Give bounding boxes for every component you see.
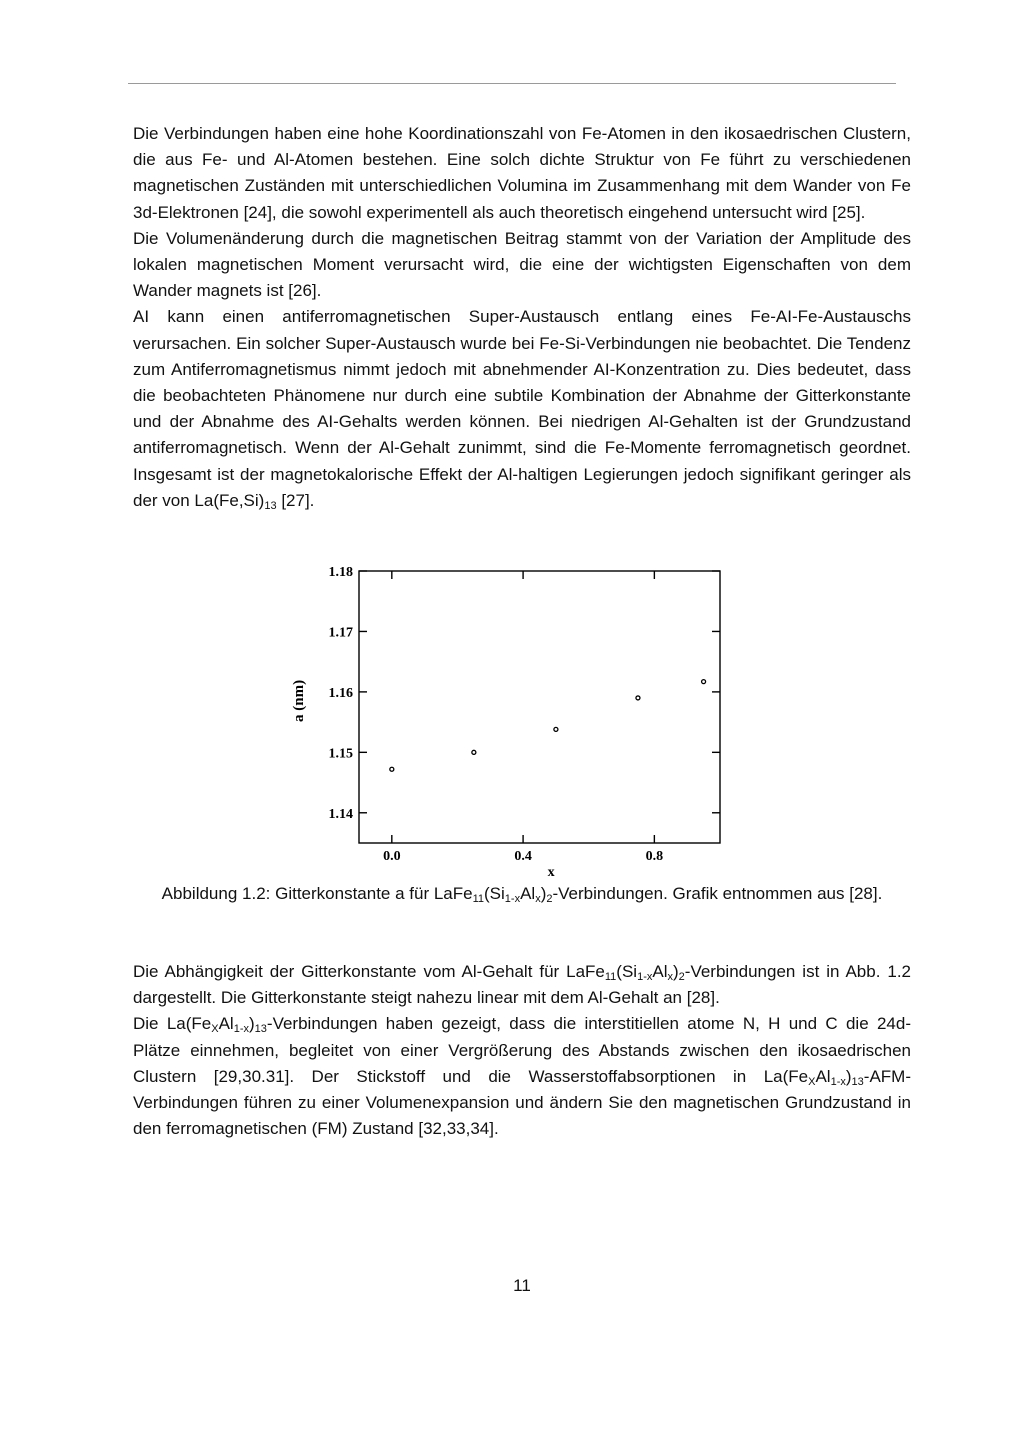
y-tick-label: 1.17 — [328, 625, 353, 641]
y-tick-label: 1.15 — [328, 746, 353, 762]
subscript: 1-x — [233, 1023, 249, 1036]
data-point — [554, 727, 558, 731]
paragraph — [133, 959, 911, 1011]
paragraph-text: ) — [672, 962, 679, 981]
paragraph-text: Al — [218, 1014, 234, 1034]
x-tick-label: 0.8 — [645, 849, 664, 864]
caption-text: -Verbindungen. Grafik entnommen aus [28]. — [552, 884, 883, 903]
subscript: X — [211, 1023, 219, 1036]
figure-lattice-constant — [268, 556, 748, 882]
subscript: 2 — [678, 971, 685, 983]
subscript: 2 — [546, 893, 553, 905]
paragraph: Die Verbindungen haben eine hohe Koordinationszahl von Fe-Atomen in den ikosaedrischen Clustern, die aus Fe- und Al-Atomen bestehen. Eine solch dichte Struktur von Fe führt zu verschiedenen magnetischen Zuständen mit unterschiedlichen Volumina im Zusammenhang mit dem Wander von Fe 3d-Elektronen [24], die sowohl experimentell als auch theoretisch eingehend untersucht wird [25]. — [133, 124, 911, 222]
paragraph-text: [27]. — [276, 490, 315, 510]
x-tick-label: 0.0 — [383, 849, 401, 864]
subscript: 13 — [851, 1075, 864, 1088]
paragraph: Die Volumenänderung durch die magnetischen Beitrag stammt von der Variation der Amplitude des lokalen magnetischen Moment verursacht wird, die eine der wichtigsten Eigenschaften von dem Wander magnets ist [26]. — [133, 228, 911, 301]
paragraph — [133, 304, 911, 514]
caption-text: (Si — [484, 884, 505, 903]
subscript: X — [808, 1075, 816, 1088]
paragraph-text: -Verbindungen haben gezeigt, dass die interstitiellen atome N, H und C die 24d-Plätze einnehmen, begleitet von einer Vergrößerung des Abstands zwischen den ikosaedrischen Clustern [29,30.31]. Der Stickstoff und die Wasserstoffabsorptionen in La(Fe — [133, 1014, 912, 1086]
paragraph-text: ) — [845, 1066, 852, 1086]
paragraph-text: ) — [248, 1014, 255, 1034]
plot-frame — [359, 571, 720, 843]
x-tick-label: 0.4 — [514, 849, 532, 864]
y-axis-label: a (nm) — [291, 679, 307, 722]
data-point — [390, 767, 394, 771]
paragraph — [133, 1011, 911, 1142]
subscript: 11 — [472, 893, 485, 905]
paragraph-text: Die La(Fe — [133, 1014, 212, 1034]
subscript: 11 — [604, 971, 617, 983]
y-tick-label: 1.14 — [328, 806, 353, 822]
subscript: x — [535, 893, 541, 905]
subscript: 1-x — [637, 971, 653, 983]
scatter-chart — [268, 556, 748, 882]
paragraph-text: AI kann einen antiferromagnetischen Super-Austausch entlang eines Fe-AI-Fe-Austauschs verursachen. Ein solcher Super-Austausch wurde bei Fe-Si-Verbindungen nie beobachtet. Die Tendenz zum Antiferromagnetismus nimmt jedoch mit abnehmender AI-Konzentration zu. Dies bedeutet, dass die beobachteten Phänomene nur durch eine subtile Kombination der Abnahme der Gitterkonstante und der Abnahme des AI-Gehalts werden können. Bei niedrigen Al-Gehalten ist der Grundzustand antiferromagnetisch. Wenn der Al-Gehalt zunimmt, sind die Fe-Momente ferromagnetisch geordnet. Insgesamt ist der magnetokalorische Effekt der Al-haltigen Legierungen jedoch signifikant geringer als der von La(Fe,Si) — [133, 307, 911, 510]
subscript: 13 — [264, 499, 277, 512]
paragraph-text: Al — [815, 1066, 831, 1086]
subscript: 1-x — [830, 1075, 846, 1088]
paragraph-text: (Si — [616, 962, 638, 981]
subscript: 13 — [254, 1023, 267, 1036]
paragraph-text: -Verbindungen ist in Abb. 1.2 dargestellt. Die Gitterkonstante steigt nahezu linear mit dem Al-Gehalt an [28]. — [133, 962, 911, 1008]
header-rule — [128, 83, 896, 84]
caption-text: Al — [520, 884, 536, 903]
y-tick-label: 1.16 — [328, 685, 353, 701]
paragraph-text: -AFM-Verbindungen führen zu einer Volumenexpansion und ändern Sie den magnetischen Grundzustand in den ferromagnetischen (FM) Zustand [32,33,34]. — [133, 1066, 911, 1139]
body-text-bottom — [133, 959, 911, 1142]
subscript: 1-x — [504, 893, 521, 905]
data-point — [636, 696, 640, 700]
body-text-top — [133, 121, 911, 514]
page-number: 11 — [513, 1276, 531, 1295]
data-point — [472, 750, 476, 754]
paragraph-text: Die Abhängigkeit der Gitterkonstante vom Al-Gehalt für LaFe — [133, 962, 605, 981]
data-point — [702, 680, 706, 684]
subscript: x — [667, 971, 673, 983]
figure-caption — [133, 881, 911, 907]
caption-text: Abbildung 1.2: Gitterkonstante a für LaFe — [161, 884, 473, 903]
paragraph-text: Al — [652, 962, 668, 981]
x-axis-label: x — [547, 865, 555, 880]
y-tick-label: 1.18 — [328, 565, 353, 580]
caption-text: ) — [540, 884, 547, 903]
